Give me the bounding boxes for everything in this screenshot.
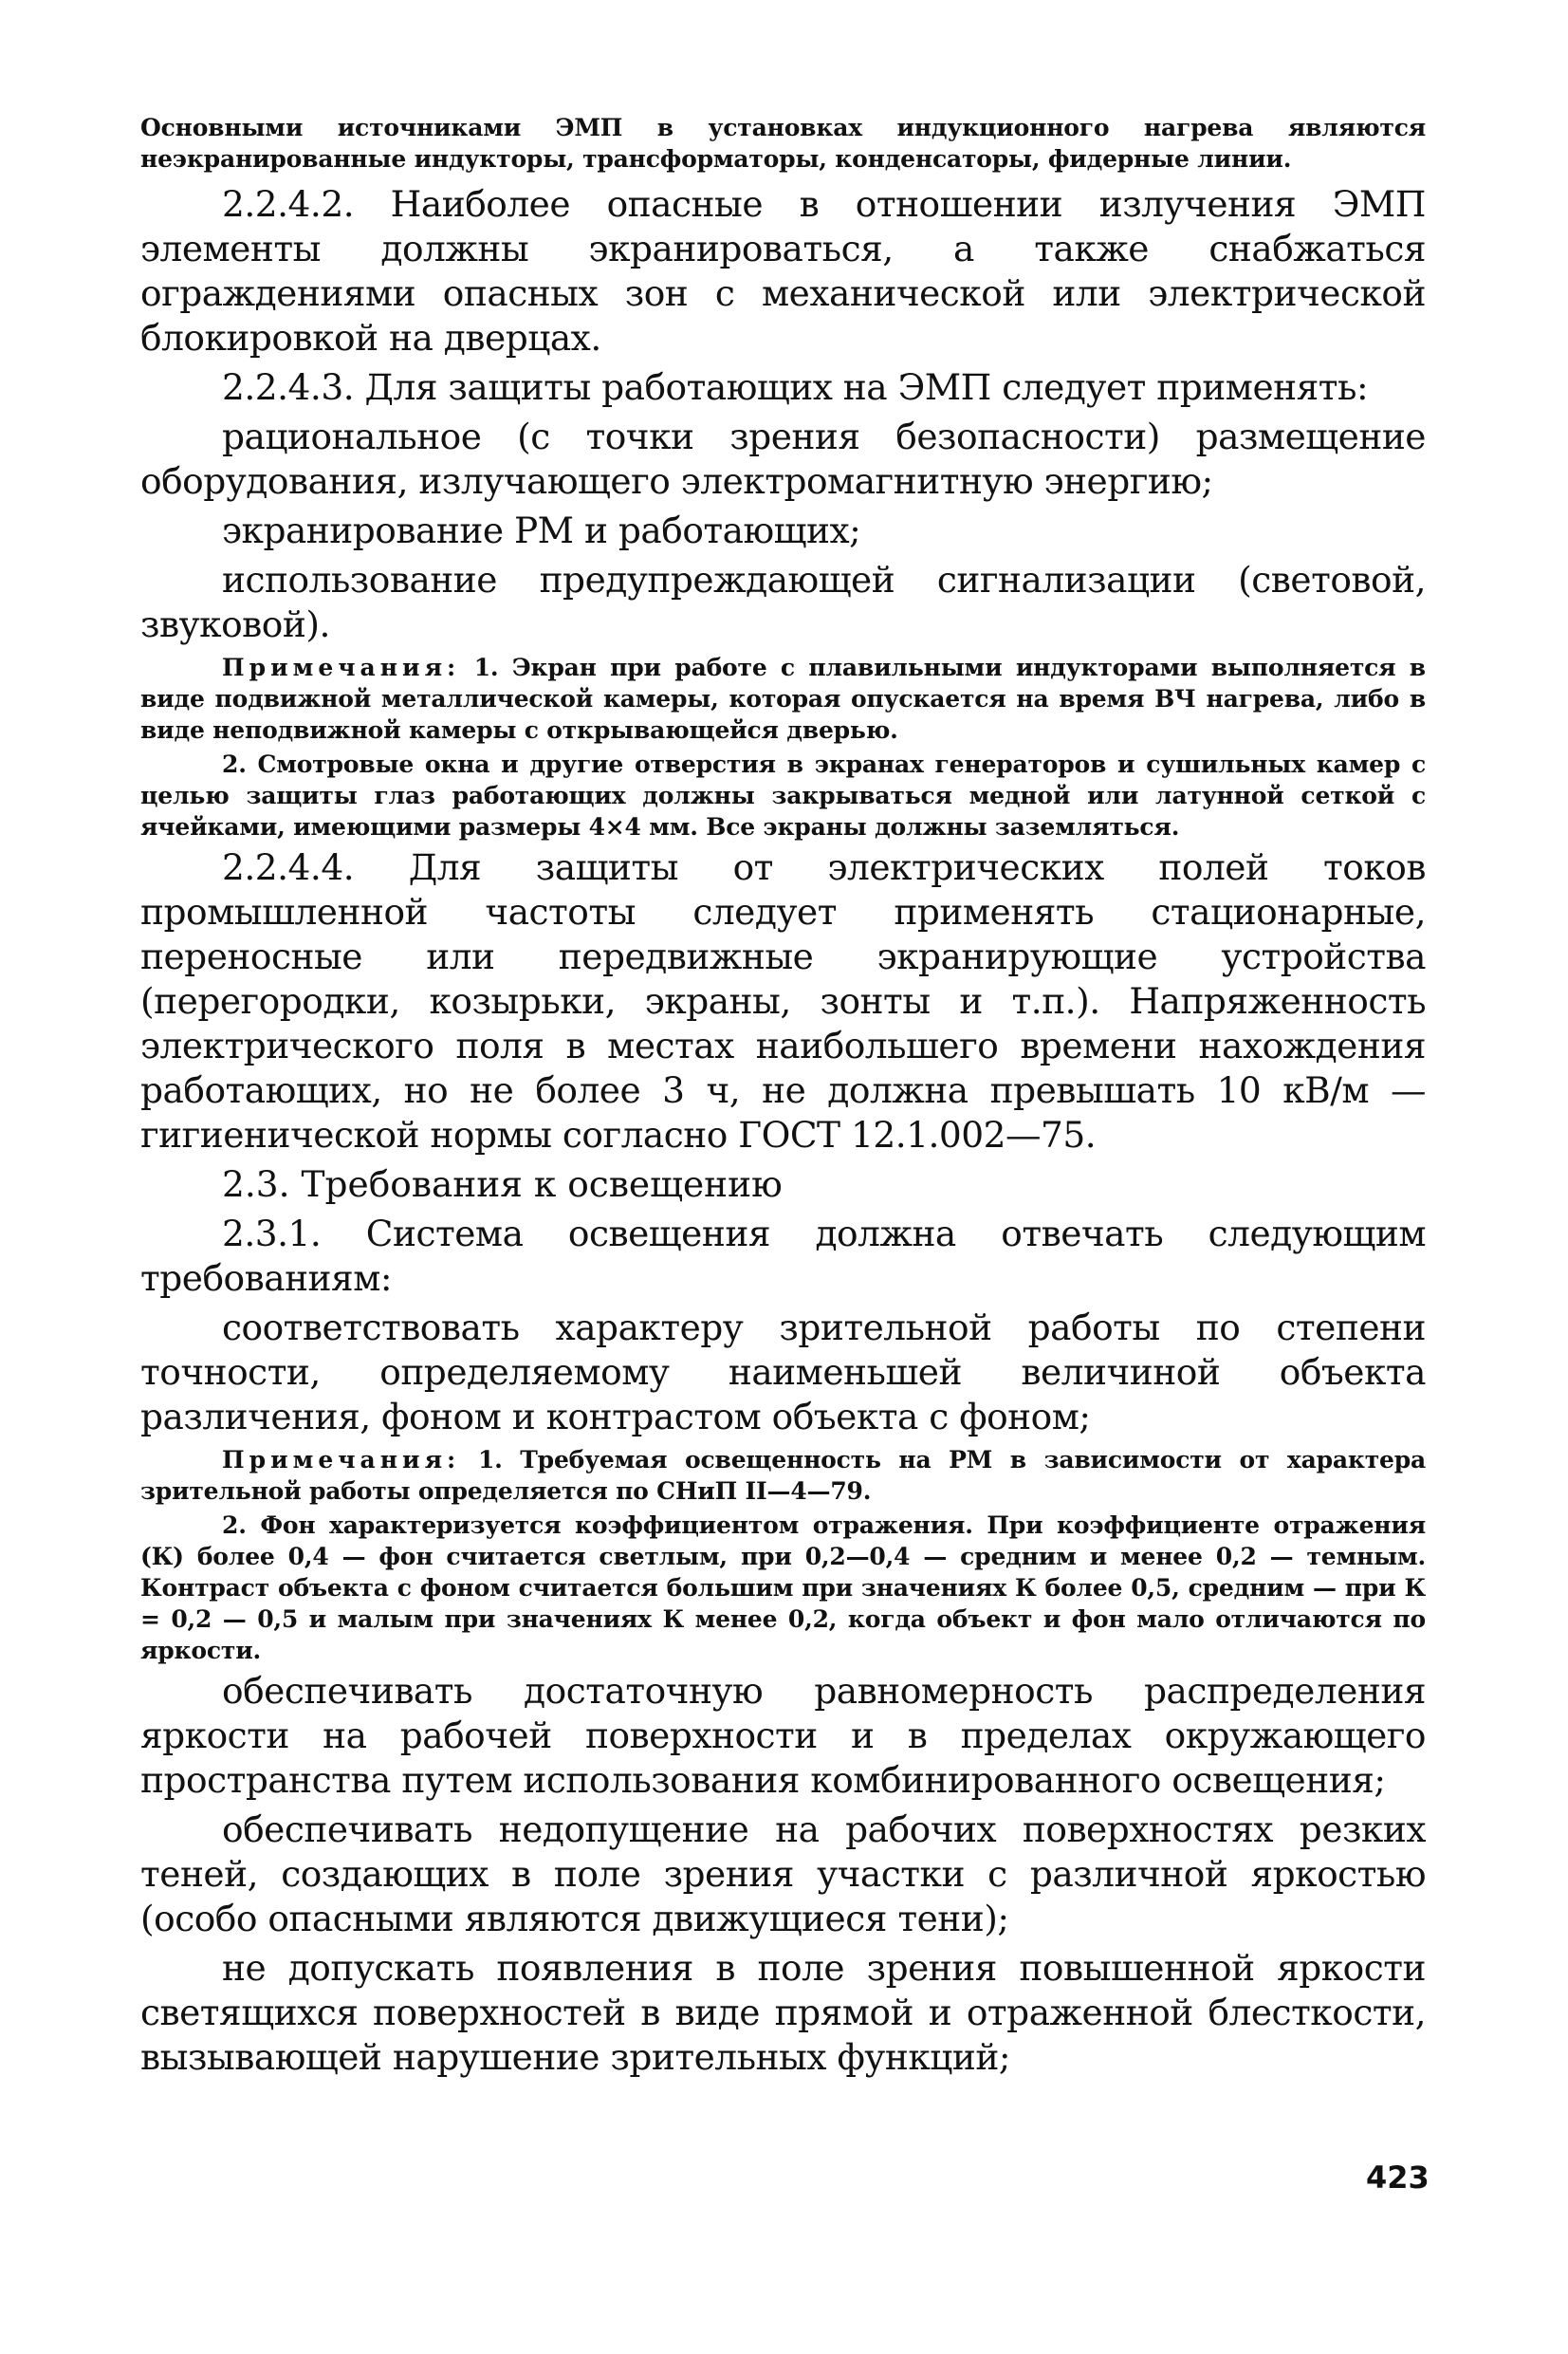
requirement-uniformity: обеспечивать достаточную равномерность распределения яркости на рабочей поверхности и в пределах окружающего пространства путем использования комбинированного освещения; — [140, 1670, 1426, 1801]
paragraph-2-2-4-4: 2.2.4.4. Для защиты от электрических полей токов промышленной частоты следует применять стационарные, переносные или передвижные экранирующие устройства (перегородки, козырьки, экраны, зонты и т.п.). Напряженность электрического поля в местах наибольшего времени нахождения работающих, но не более 3 ч, не должна превышать 10 кВ/м — гигиенической нормы согласно ГОСТ 12.1.002—75. — [140, 846, 1426, 1156]
list-item-placement: рациональное (с точки зрения безопасности) размещение оборудования, излучающего электромагнитную энергию; — [140, 416, 1426, 502]
note-label: Примечания: — [222, 1446, 461, 1474]
list-item-signaling: использование предупреждающей сигнализации (световой, звуковой). — [140, 559, 1426, 645]
note-block-1-item-2: 2. Смотровые окна и другие отверстия в экранах генераторов и сушильных камер с целью защиты глаз работающих должны закрываться медной или латунной сеткой с ячейками, имеющими размеры 4×4 мм. Все экраны должны заземляться. — [140, 751, 1426, 841]
note-block-2-item-1 — [140, 1444, 1426, 1507]
note-label: Примечания: — [222, 654, 461, 681]
paragraph-2-2-4-3: 2.2.4.3. Для защиты работающих на ЭМП следует применять: — [222, 366, 1369, 408]
note-text: 1. Требуемая освещенность на РМ в зависимости от характера зрительной работы определяется по СНиП II—4—79. — [140, 1446, 1426, 1505]
requirement-visual-work: соответствовать характеру зрительной работы по степени точности, определяемому наименьшей величиной объекта различения, фоном и контрастом объекта с фоном; — [140, 1307, 1426, 1437]
note-block-1-item-1 — [140, 652, 1426, 746]
requirement-no-glare: не допускать появления в поле зрения повышенной яркости светящихся поверхностей в виде прямой и отраженной блесткости, вызывающей нарушение зрительных функций; — [140, 1947, 1426, 2078]
note-block-2-item-2: 2. Фон характеризуется коэффициентом отражения. При коэффициенте отражения (К) более 0,4 — фон считается светлым, при 0,2—0,4 — средним и менее 0,2 — темным. Контраст объекта с фоном считается большим при значениях К более 0,5, средним — при К = 0,2 — 0,5 и малым при значениях К менее 0,2, когда объект и фон мало отличаются по яркости. — [140, 1511, 1426, 1664]
requirement-no-shadows: обеспечивать недопущение на рабочих поверхностях резких теней, создающих в поле зрения участки с различной яркостью (особо опасными являются движущиеся тени); — [140, 1808, 1426, 1939]
page-number: 423 — [1366, 2159, 1430, 2196]
list-item-shielding: экранирование РМ и работающих; — [222, 510, 861, 551]
section-heading-2-3: 2.3. Требования к освещению — [222, 1163, 783, 1205]
paragraph-2-3-1: 2.3.1. Система освещения должна отвечать следующим требованиям: — [140, 1213, 1426, 1299]
paragraph-2-2-4-2: 2.2.4.2. Наиболее опасные в отношении излучения ЭМП элементы должны экранироваться, а также снабжаться ограждениями опасных зон с механической или электрической блокировкой на дверцах. — [140, 183, 1426, 359]
intro-paragraph: Основными источниками ЭМП в установках индукционного нагрева являются неэкранированные индукторы, трансформаторы, конденсаторы, фидерные линии. — [140, 114, 1426, 173]
page-content — [140, 112, 1426, 2085]
note-text: 1. Экран при работе с плавильными индукторами выполняется в виде подвижной металлической камеры, которая опускается на время ВЧ нагрева, либо в виде неподвижной камеры с открывающейся дверью. — [140, 654, 1426, 744]
